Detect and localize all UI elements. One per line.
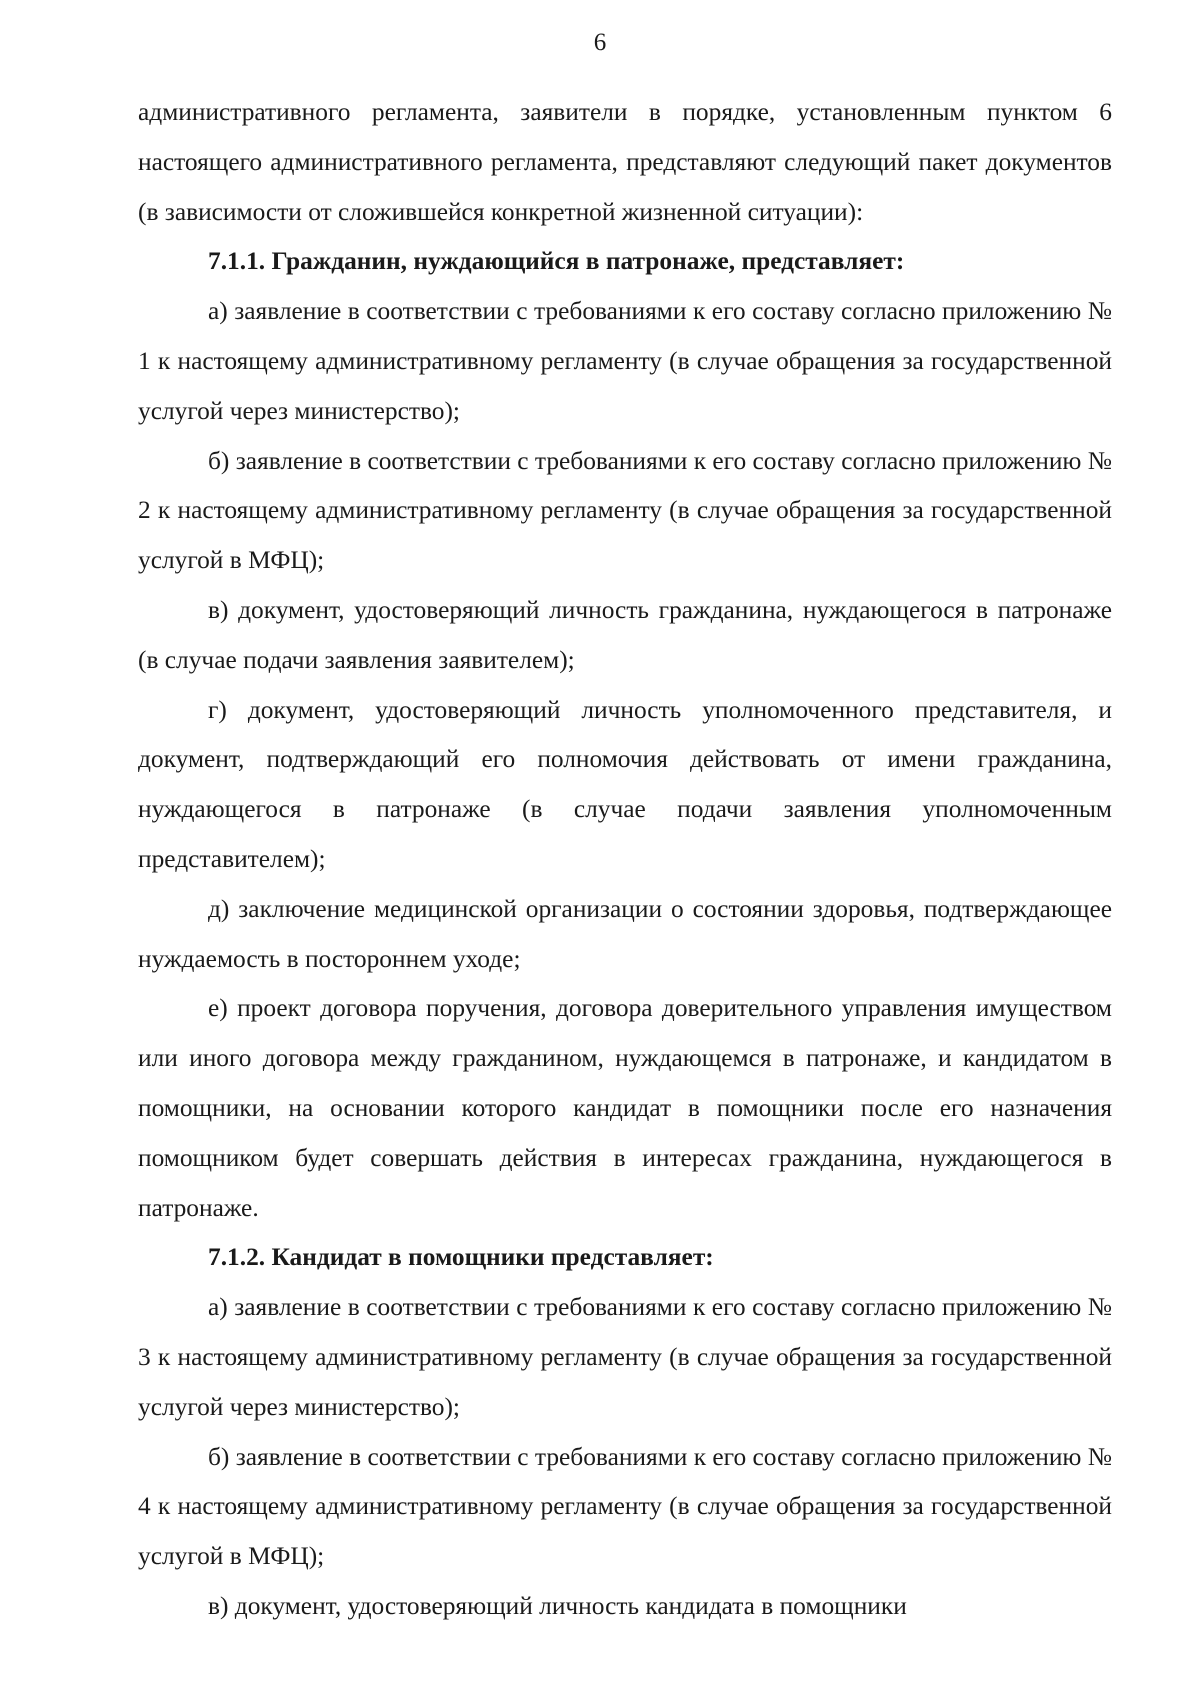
paragraph-intro: административного регламента, заявители в порядке, установленным пунктом 6 настоящего административного регламента, представляют следующий пакет документов (в зависимости от сложившейся конкретной жизненной ситуации): <box>138 98 1112 226</box>
list-item-a-2: а) заявление в соответствии с требованиями к его составу согласно приложению № 3 к настоящему административному регламенту (в случае обращения за государственной услугой через министерство); <box>138 1293 1112 1421</box>
page-number: 6 <box>593 29 607 56</box>
list-item-g: г) документ, удостоверяющий личность уполномоченного представителя, и документ, подтверждающий его полномочия действовать от имени гражданина, нуждающегося в патронаже (в случае подачи заявления уполномоченным представителем); <box>138 695 1112 873</box>
list-item-b: б) заявление в соответствии с требованиями к его составу согласно приложению № 2 к настоящему административному регламенту (в случае обращения за государственной услугой в МФЦ); <box>138 446 1112 575</box>
list-item-e: е) проект договора поручения, договора доверительного управления имуществом или иного договора между гражданином, нуждающемся в патронаже, и кандидатом в помощники, на основании которого кандидат в помощники после его назначения помощником будет совершать действия в интересах гражданина, нуждающегося в патронаже. <box>138 994 1112 1222</box>
list-item-b-2: б) заявление в соответствии с требованиями к его составу согласно приложению № 4 к настоящему административному регламенту (в случае обращения за государственной услугой в МФЦ); <box>138 1442 1112 1571</box>
list-item-v-2: в) документ, удостоверяющий личность кандидата в помощники <box>208 1591 907 1620</box>
section-heading-7-1-2: 7.1.2. Кандидат в помощники представляет: <box>208 1243 714 1272</box>
list-item-a: а) заявление в соответствии с требованиями к его составу согласно приложению № 1 к настоящему административному регламенту (в случае обращения за государственной услугой через министерство); <box>138 297 1112 425</box>
list-item-v: в) документ, удостоверяющий личность гражданина, нуждающегося в патронаже (в случае подачи заявления заявителем); <box>138 595 1112 674</box>
document-body <box>138 88 1112 1632</box>
section-heading-7-1-1: 7.1.1. Гражданин, нуждающийся в патронаже, представляет: <box>208 247 905 276</box>
list-item-d: д) заключение медицинской организации о состоянии здоровья, подтверждающее нуждаемость в постороннем уходе; <box>138 894 1112 973</box>
